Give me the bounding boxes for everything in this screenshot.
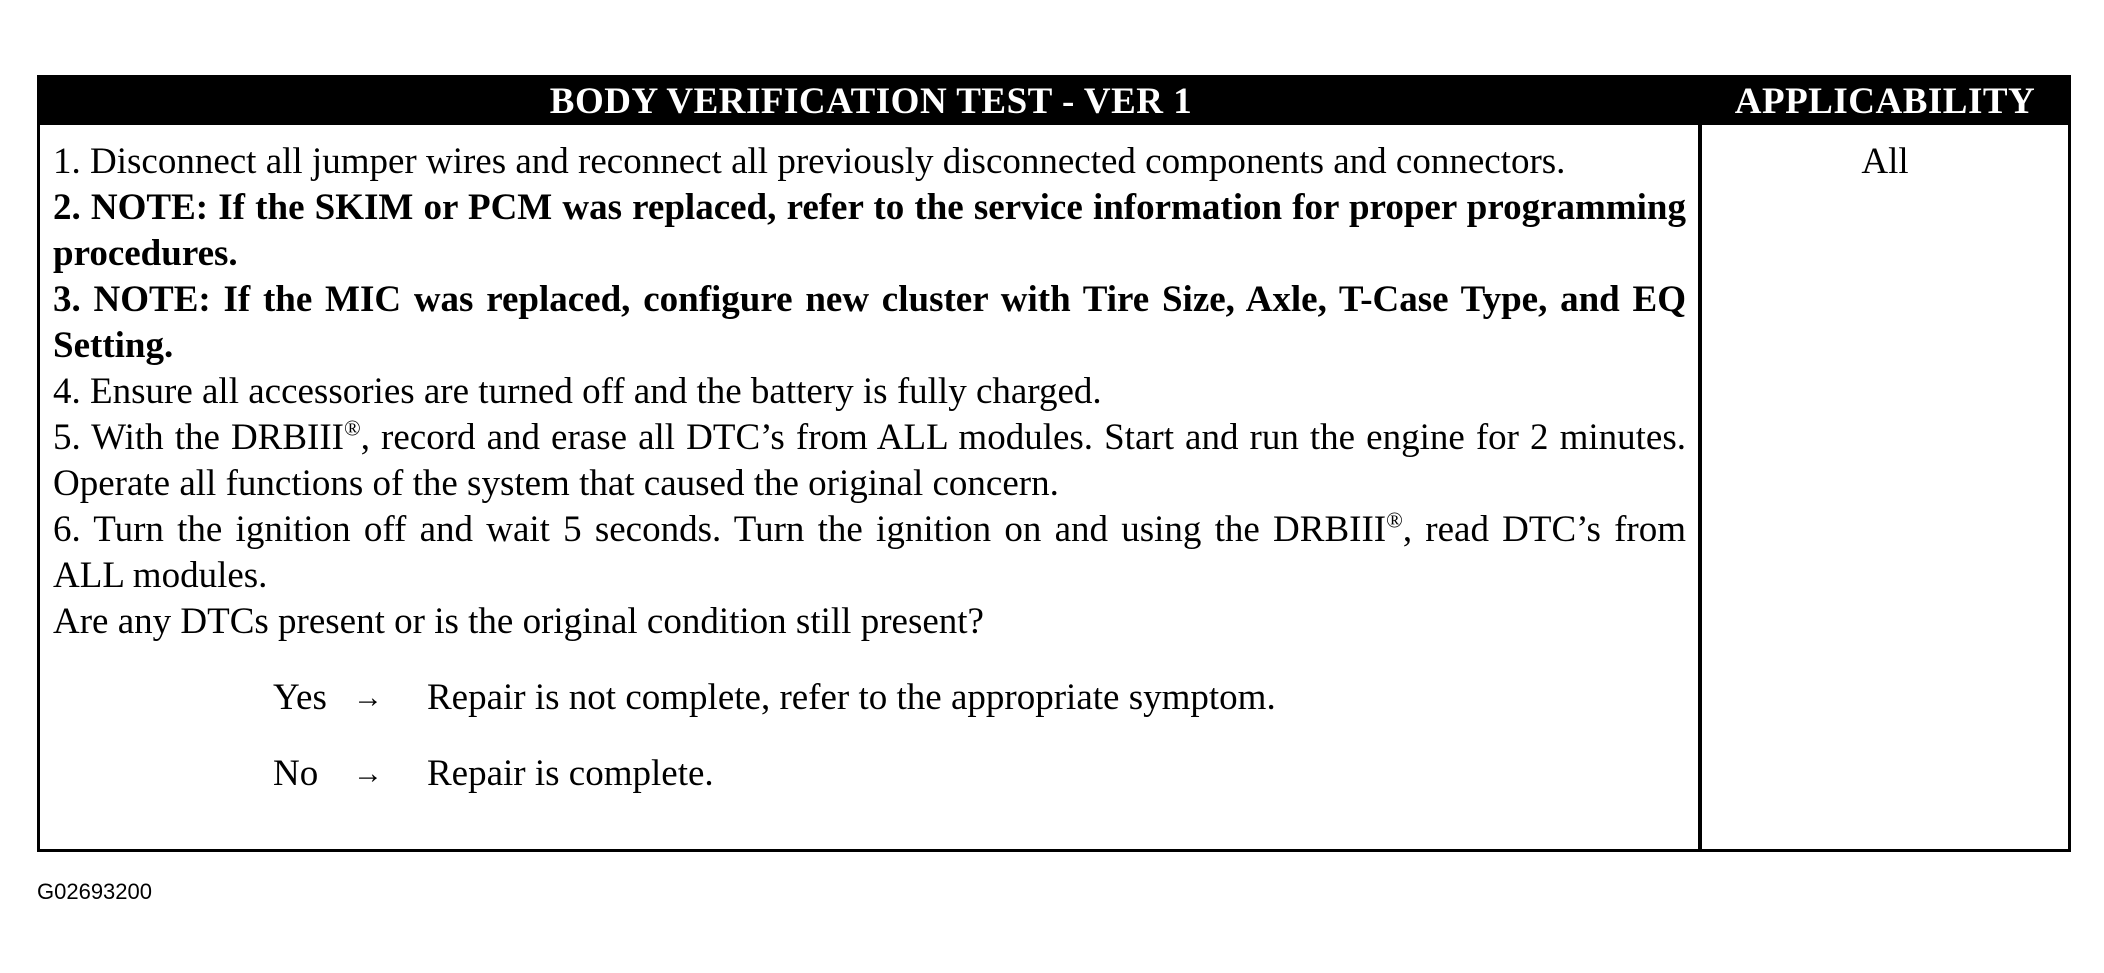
steps-cell xyxy=(40,125,1702,849)
table-body xyxy=(40,125,2068,849)
answer-no-result: Repair is complete. xyxy=(427,753,714,794)
answer-yes xyxy=(273,675,1686,721)
test-title: BODY VERIFICATION TEST - VER 1 xyxy=(549,81,1193,122)
answer-yes-label: Yes xyxy=(273,677,327,718)
test-question: Are any DTCs present or is the original condition still present? xyxy=(53,601,984,642)
arrow-right-icon: → xyxy=(353,757,383,790)
step-6: 6. Turn the ignition off and wait 5 seconds. Turn the ignition on and using the DRBIII®, read DTC’s from ALL modules. xyxy=(53,507,1686,596)
step-2-note: 2. NOTE: If the SKIM or PCM was replaced, refer to the service information for proper programming procedures. xyxy=(53,187,1686,274)
answer-no-label: No xyxy=(273,753,319,794)
applicability-header: APPLICABILITY xyxy=(1734,81,2036,122)
step-3-note: 3. NOTE: If the MIC was replaced, configure new cluster with Tire Size, Axle, T-Case Type, and EQ Setting. xyxy=(53,279,1686,366)
applicability-value: All xyxy=(1861,141,1909,182)
arrow-right-icon: → xyxy=(353,681,383,714)
step-1: 1. Disconnect all jumper wires and reconnect all previously disconnected components and connectors. xyxy=(53,141,1566,182)
answer-yes-result: Repair is not complete, refer to the appropriate symptom. xyxy=(427,677,1276,718)
step-4: 4. Ensure all accessories are turned off and the battery is fully charged. xyxy=(53,371,1102,412)
figure-id: G02693200 xyxy=(37,879,152,904)
verification-test-table xyxy=(37,75,2071,852)
step-5: 5. With the DRBIII®, record and erase all DTC’s from ALL modules. Start and run the engine for 2 minutes. Operate all functions of the system that caused the original concern. xyxy=(53,415,1686,504)
table-header xyxy=(40,78,2068,125)
answer-no xyxy=(273,751,1686,797)
